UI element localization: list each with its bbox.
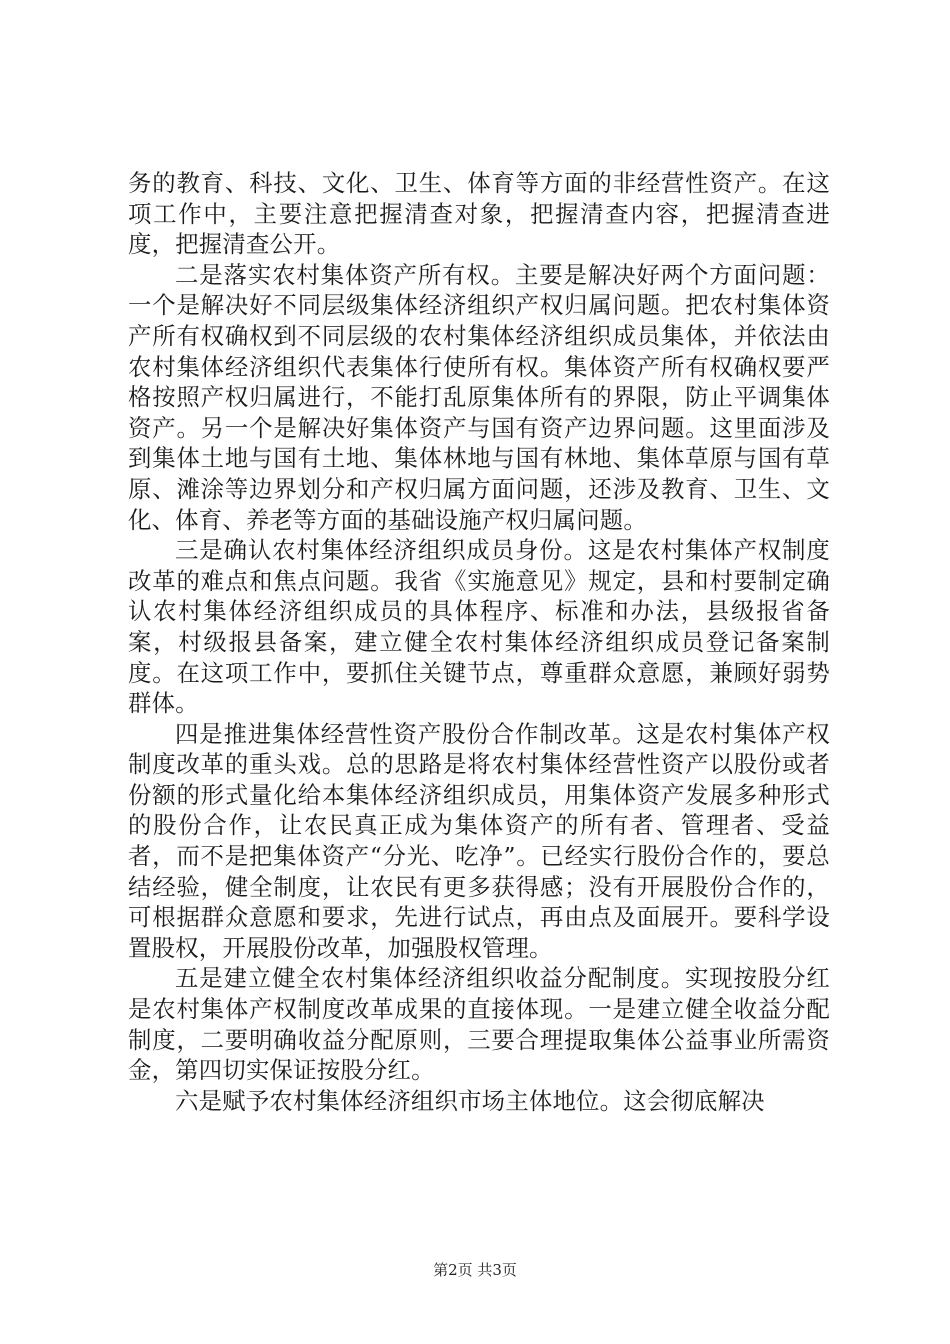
paragraph-distribution: 五是建立健全农村集体经济组织收益分配制度。实现按股分红是农村集体产权制度改革成果的直接体现。一是建立健全收益分配制度，二要明确收益分配原则，三要合理提取集体公益事业所需资金，第四切实保证按股分红。	[128, 964, 830, 1085]
page-number-footer: 第2页 共3页	[433, 1261, 517, 1279]
document-body	[128, 168, 830, 1116]
paragraph-continuation: 务的教育、科技、文化、卫生、体育等方面的非经营性资产。在这项工作中，主要注意把握清查对象，把握清查内容，把握清查进度，把握清查公开。	[128, 169, 830, 259]
paragraph-ownership: 二是落实农村集体资产所有权。主要是解决好两个方面问题：一个是解决好不同层级集体经济组织产权归属问题。把农村集体资产所有权确权到不同层级的农村集体经济组织成员集体，并依法由农村集体经济组织代表集体行使所有权。集体资产所有权确权要严格按照产权归属进行，不能打乱原集体所有的界限，防止平调集体资产。另一个是解决好集体资产与国有资产边界问题。这里面涉及到集体土地与国有土地、集体林地与国有林地、集体草原与国有草原、滩涂等边界划分和产权归属方面问题，还涉及教育、卫生、文化、体育、养老等方面的基础设施产权归属问题。	[128, 260, 830, 534]
paragraph-market-status: 六是赋予农村集体经济组织市场主体地位。这会彻底解决	[175, 1086, 765, 1115]
paragraph-membership: 三是确认农村集体经济组织成员身份。这是农村集体产权制度改革的难点和焦点问题。我省《实施意见》规定，县和村要制定确认农村集体经济组织成员的具体程序、标准和办法，县级报省备案，村级报县备案，建立健全农村集体经济组织成员登记备案制度。在这项工作中，要抓住关键节点，尊重群众意愿，兼顾好弱势群体。	[128, 536, 830, 718]
paragraph-shareholding: 四是推进集体经营性资产股份合作制改革。这是农村集体产权制度改革的重头戏。总的思路是将农村集体经营性资产以股份或者份额的形式量化给本集体经济组织成员，用集体资产发展多种形式的股份合作，让农民真正成为集体资产的所有者、管理者、受益者，而不是把集体资产“分光、吃净”。已经实行股份合作的，要总结经验，健全制度，让农民有更多获得感；没有开展股份合作的，可根据群众意愿和要求，先进行试点，再由点及面展开。要科学设置股权，开展股份改革，加强股权管理。	[128, 719, 830, 962]
